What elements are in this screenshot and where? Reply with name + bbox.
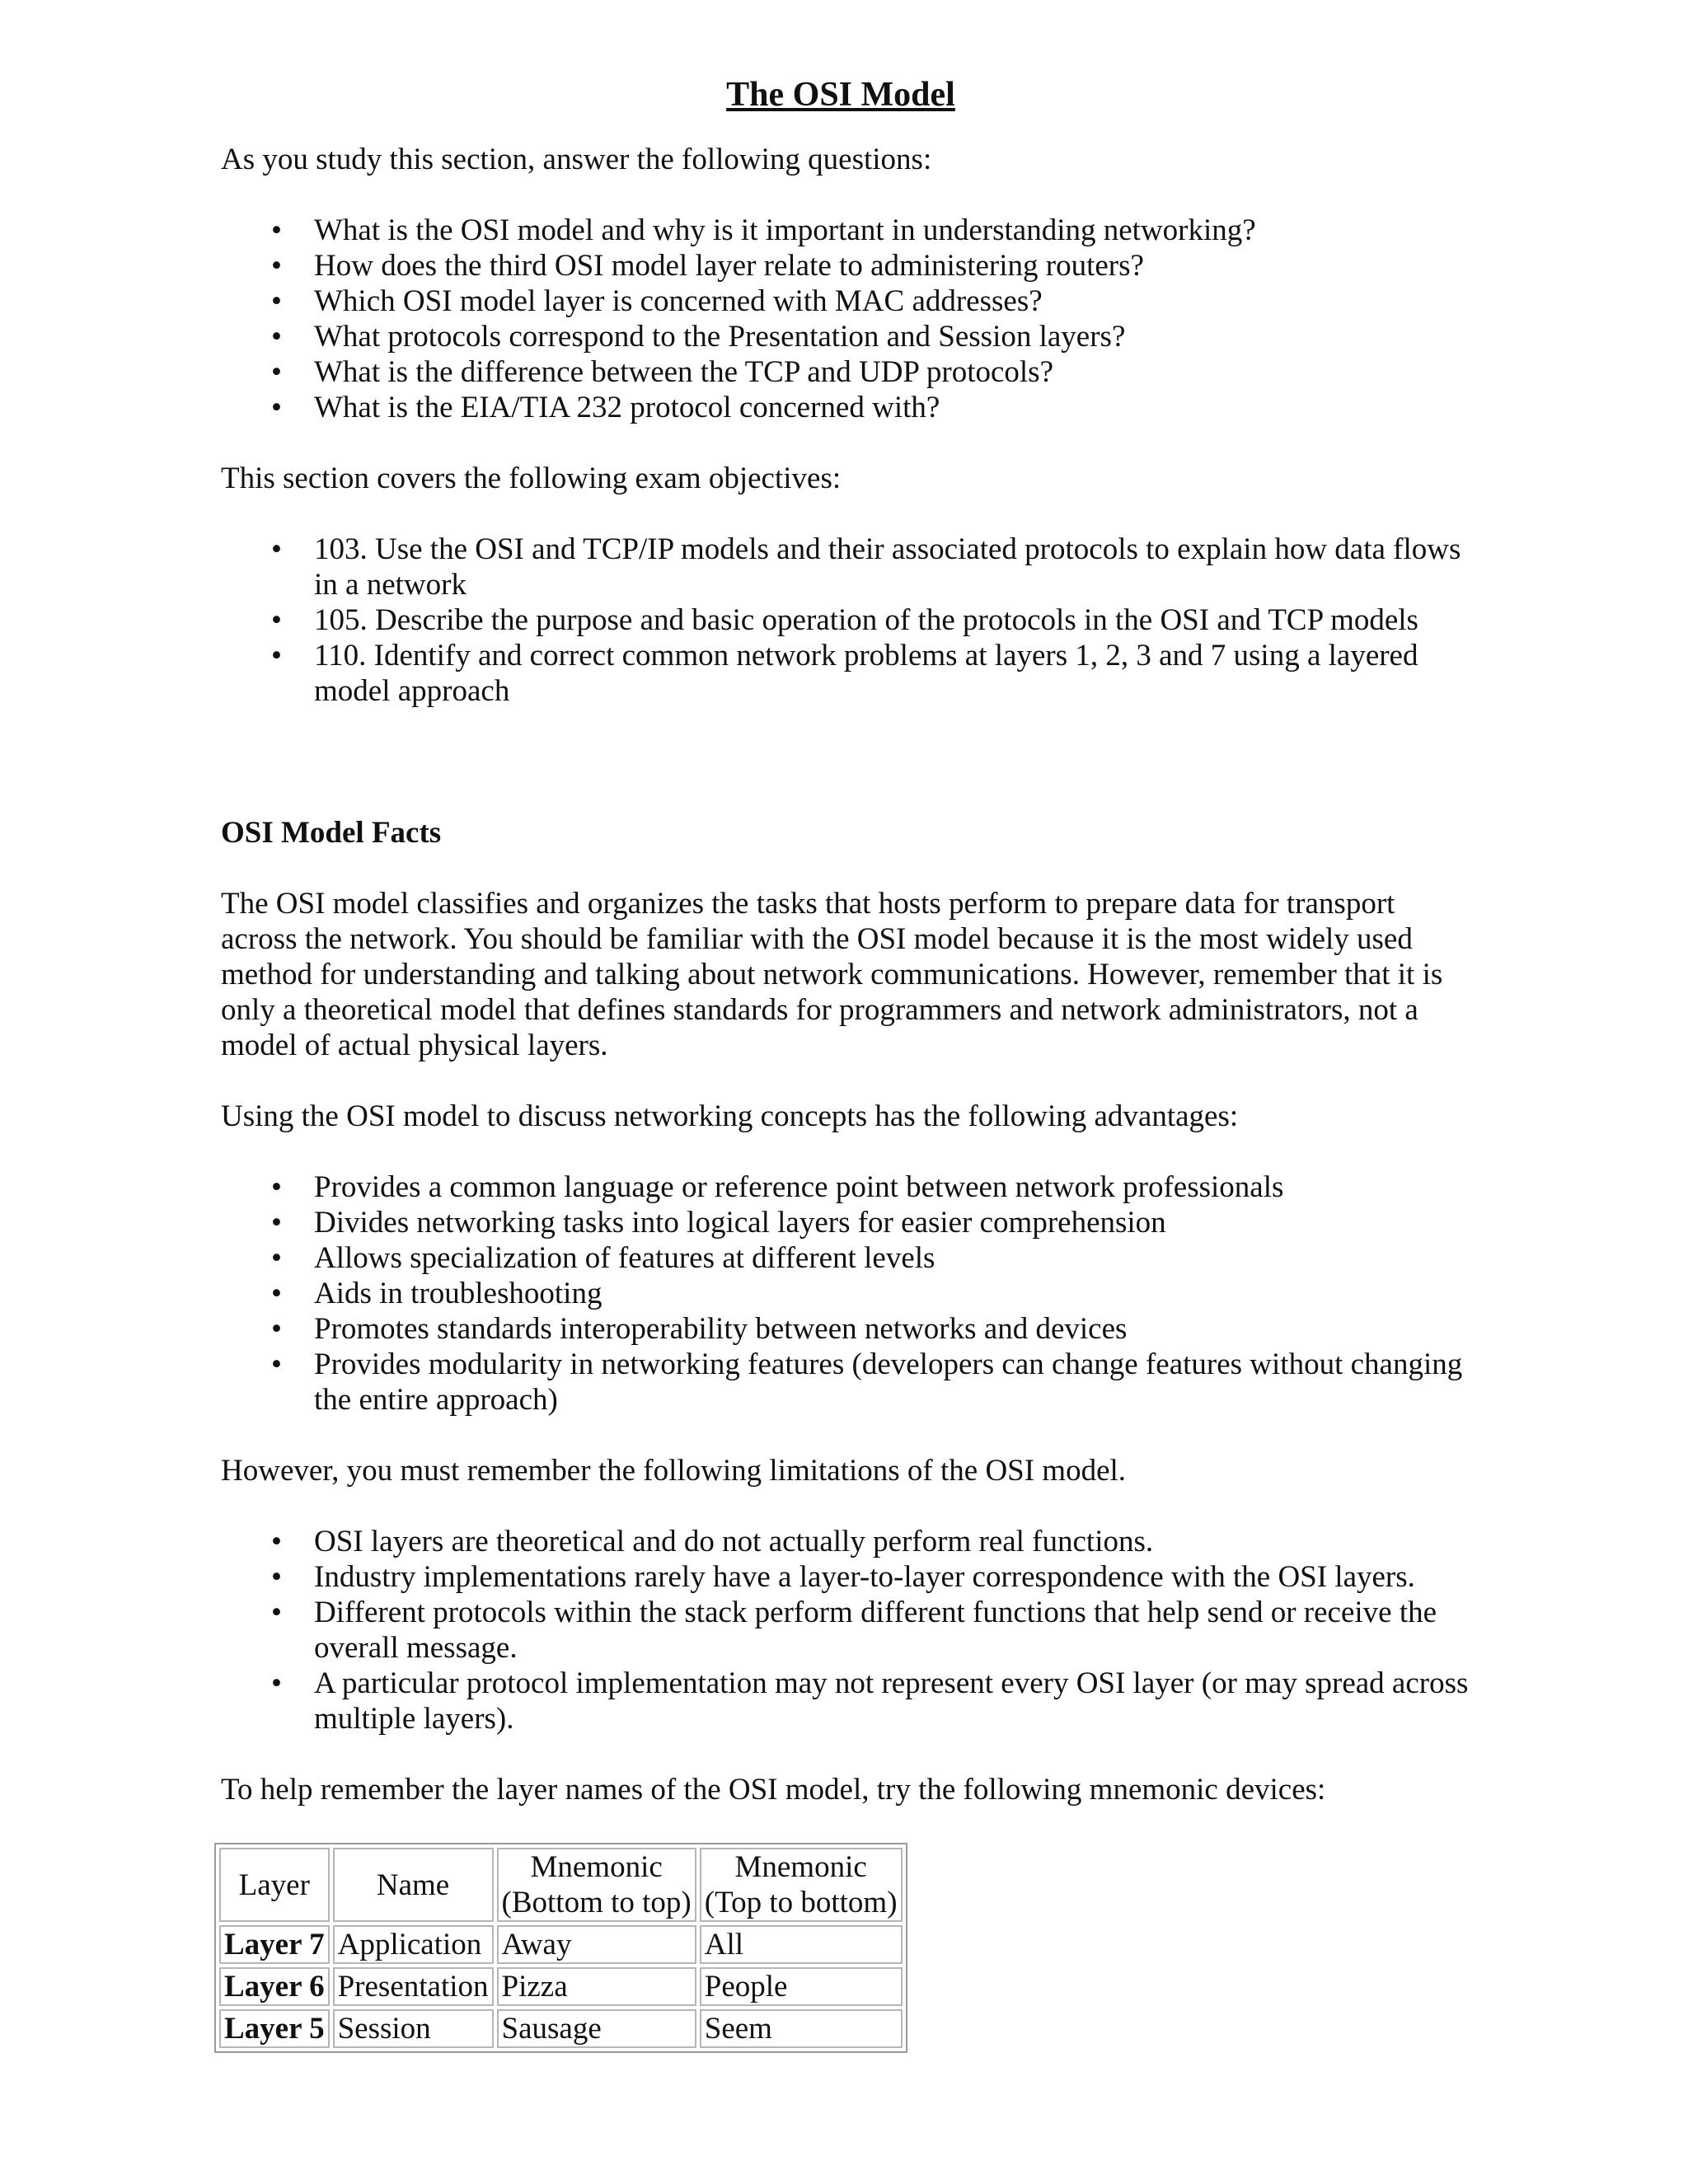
list-item: • Aids in troubleshooting	[221, 1276, 1474, 1311]
advantages-list	[221, 1169, 1474, 1418]
spacer	[221, 744, 1474, 815]
header-line: Mnemonic	[530, 1850, 663, 1884]
list-item: • 105. Describe the purpose and basic operation of the protocols in the OSI and TCP models	[221, 602, 1474, 638]
table-row	[219, 1967, 903, 2006]
header-mnemonic-bottom-top	[497, 1848, 696, 1922]
list-item: • A particular protocol implementation may not represent every OSI layer (or may spread across multiple layers).	[221, 1666, 1474, 1736]
cell-name: Presentation	[333, 1967, 494, 2006]
table-row	[219, 2009, 903, 2048]
cell-layer: Layer 5	[219, 2009, 330, 2048]
cell-name: Session	[333, 2009, 494, 2048]
cell-bottom-top: Sausage	[497, 2009, 696, 2048]
header-mnemonic-top-bottom	[700, 1848, 903, 1922]
list-item: • 103. Use the OSI and TCP/IP models and their associated protocols to explain how data flows in a network	[221, 532, 1474, 602]
header-line: (Bottom to top)	[501, 1886, 692, 1919]
list-item: • Allows specialization of features at different levels	[221, 1240, 1474, 1276]
cell-name: Application	[333, 1925, 494, 1964]
list-item: • OSI layers are theoretical and do not actually perform real functions.	[221, 1524, 1474, 1559]
list-item: • Provides modularity in networking features (developers can change features without changing the entire approach)	[221, 1347, 1474, 1418]
list-item: • Divides networking tasks into logical layers for easier comprehension	[221, 1205, 1474, 1240]
cell-top-bottom: People	[700, 1967, 903, 2006]
limitations-list	[221, 1524, 1474, 1736]
list-item: • What is the OSI model and why is it important in understanding networking?	[221, 213, 1474, 248]
list-item: • Provides a common language or reference point between network professionals	[221, 1169, 1474, 1205]
list-item: • What is the EIA/TIA 232 protocol concerned with?	[221, 390, 1474, 425]
list-item: • How does the third OSI model layer relate to administering routers?	[221, 248, 1474, 284]
list-item: • Which OSI model layer is concerned with MAC addresses?	[221, 284, 1474, 319]
header-line: (Top to bottom)	[704, 1886, 898, 1919]
objectives-list	[221, 532, 1474, 709]
limitations-intro: However, you must remember the following limitations of the OSI model.	[221, 1454, 1127, 1488]
header-line: Mnemonic	[734, 1850, 867, 1884]
cell-top-bottom: All	[700, 1925, 903, 1964]
mnemonic-table	[214, 1843, 907, 2053]
cell-bottom-top: Away	[497, 1925, 696, 1964]
header-name: Name	[333, 1848, 494, 1922]
list-item: • Different protocols within the stack perform different functions that help send or receive the overall message.	[221, 1595, 1474, 1666]
objectives-intro: This section covers the following exam objectives:	[221, 462, 842, 495]
questions-list	[221, 213, 1474, 425]
cell-top-bottom: Seem	[700, 2009, 903, 2048]
facts-paragraph: The OSI model classifies and organizes the tasks that hosts perform to prepare data for transport across the network. You should be familiar with the OSI model because it is the most widely used method for understanding and talking about network communications. However, remember that it is only a theoretical model that defines standards for programmers and network administrators, not a model of actual physical layers.	[221, 887, 1443, 1062]
intro-text: As you study this section, answer the following questions:	[221, 143, 932, 176]
list-item: • Promotes standards interoperability between networks and devices	[221, 1311, 1474, 1347]
table-row	[219, 1925, 903, 1964]
cell-layer: Layer 7	[219, 1925, 330, 1964]
list-item: • What protocols correspond to the Presentation and Session layers?	[221, 319, 1474, 354]
section-heading: OSI Model Facts	[221, 816, 442, 850]
page-title: The OSI Model	[726, 76, 955, 114]
cell-layer: Layer 6	[219, 1967, 330, 2006]
mnemonic-intro: To help remember the layer names of the OSI model, try the following mnemonic devices:	[221, 1773, 1326, 1807]
cell-bottom-top: Pizza	[497, 1967, 696, 2006]
list-item: • Industry implementations rarely have a layer-to-layer correspondence with the OSI layers.	[221, 1559, 1474, 1595]
list-item: • What is the difference between the TCP and UDP protocols?	[221, 354, 1474, 390]
document-page	[221, 74, 1474, 2053]
advantages-intro: Using the OSI model to discuss networking concepts has the following advantages:	[221, 1099, 1239, 1133]
list-item: • 110. Identify and correct common network problems at layers 1, 2, 3 and 7 using a layered model approach	[221, 638, 1474, 709]
table-header-row	[219, 1848, 903, 1922]
header-layer: Layer	[219, 1848, 330, 1922]
